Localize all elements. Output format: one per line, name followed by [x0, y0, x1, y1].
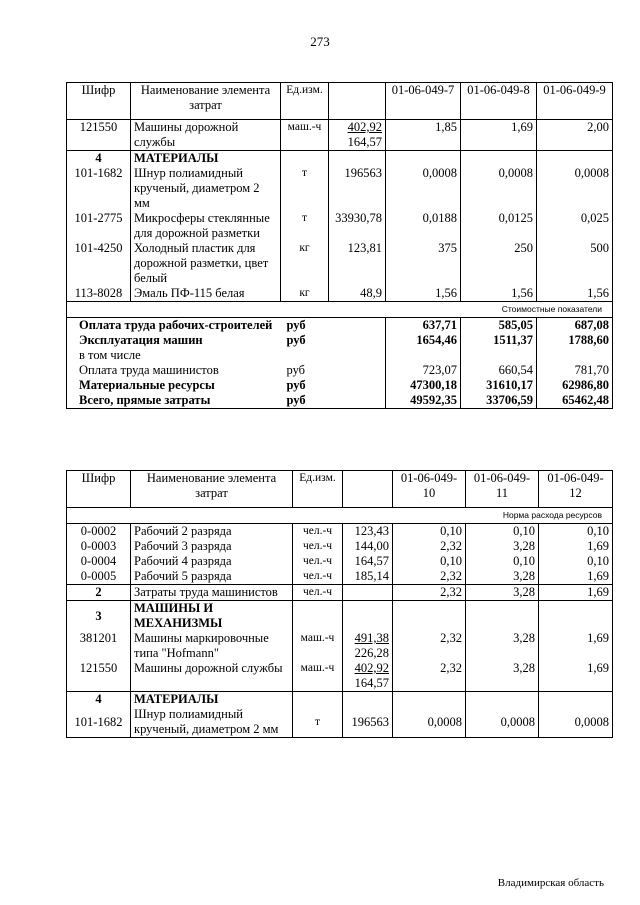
table-row	[67, 569, 613, 585]
row-value: 0,10	[539, 524, 613, 540]
row-value: 1,56	[386, 286, 461, 302]
row-code: 0-0004	[67, 554, 131, 569]
row-price	[329, 120, 386, 151]
row-value: 0,0008	[539, 707, 613, 738]
row-code: 101-1682	[67, 707, 131, 738]
row-price-main: 402,92	[347, 120, 382, 134]
row-unit: чел.-ч	[293, 569, 343, 585]
row-name: Машины маркировочные типа "Hofmann"	[131, 631, 293, 661]
row-name: Рабочий 3 разряда	[131, 539, 293, 554]
row-code: 101-4250	[67, 241, 131, 286]
row-price-sub: 164,57	[347, 135, 382, 149]
total-value: 660,54	[461, 363, 537, 378]
row-unit: кг	[281, 241, 329, 286]
row-value: 3,28	[466, 539, 539, 554]
row-unit: чел.-ч	[293, 585, 343, 601]
section-number: 4	[67, 692, 131, 708]
total-subnote: в том числе	[79, 348, 141, 362]
row-value: 1,56	[461, 286, 537, 302]
total-value: 1511,37	[461, 333, 537, 363]
total-unit: руб	[286, 363, 306, 377]
total-value: 637,71	[386, 318, 461, 334]
total-value: 47300,18	[386, 378, 461, 393]
cost-table-2	[66, 470, 613, 738]
table-row	[67, 539, 613, 554]
header-col: 01-06-049-8	[461, 83, 537, 120]
header-name: Наименование элемента затрат	[131, 471, 293, 508]
table-row	[67, 585, 613, 601]
row-value: 250	[461, 241, 537, 286]
row-value: 2,32	[393, 585, 466, 601]
note-row	[67, 302, 613, 318]
section-title: МАШИНЫ И МЕХАНИЗМЫ	[131, 601, 293, 632]
total-row	[67, 378, 613, 393]
row-value: 0,10	[466, 554, 539, 569]
section-title: МАТЕРИАЛЫ	[131, 151, 281, 167]
header-price	[329, 83, 386, 120]
page-number: 273	[310, 34, 330, 49]
header-unit: Ед.изм.	[281, 83, 329, 120]
header-col: 01-06-049-7	[386, 83, 461, 120]
total-name-block	[67, 333, 281, 363]
total-unit: руб	[286, 318, 306, 332]
row-value: 0,10	[393, 554, 466, 569]
row-code: 101-1682	[67, 166, 131, 211]
row-unit: чел.-ч	[293, 539, 343, 554]
row-value: 1,69	[539, 539, 613, 554]
row-value: 1,69	[539, 585, 613, 601]
table-header	[67, 83, 613, 120]
row-price: 185,14	[343, 569, 393, 585]
row-value: 0,0125	[461, 211, 537, 241]
row-name: Машины дорожной службы	[131, 120, 281, 151]
header-name: Наименование элемента затрат	[131, 83, 281, 120]
total-value: 781,70	[537, 363, 613, 378]
total-name: Оплата труда рабочих-строителей	[67, 318, 281, 334]
total-value: 49592,35	[386, 393, 461, 409]
row-unit: кг	[281, 286, 329, 302]
total-name: Эксплуатация машин	[79, 333, 203, 347]
row-price: 196563	[343, 707, 393, 738]
section-row	[67, 151, 613, 167]
total-value: 1788,60	[537, 333, 613, 363]
row-price-main: 491,38	[354, 631, 389, 645]
row-value: 0,10	[466, 524, 539, 540]
total-value: 65462,48	[537, 393, 613, 409]
row-value: 3,28	[466, 585, 539, 601]
total-row	[67, 333, 613, 363]
table-row	[67, 661, 613, 692]
row-value: 2,00	[537, 120, 613, 151]
row-code: 0-0003	[67, 539, 131, 554]
row-code: 381201	[67, 631, 131, 661]
table-row	[67, 707, 613, 738]
row-unit: т	[293, 707, 343, 738]
row-unit: чел.-ч	[293, 554, 343, 569]
total-row	[67, 393, 613, 409]
table-row	[67, 166, 613, 211]
row-code: 121550	[67, 120, 131, 151]
row-code: 0-0002	[67, 524, 131, 540]
row-name: Холодный пластик для дорожной разметки, цвет белый	[131, 241, 281, 286]
total-unit: руб	[286, 378, 306, 392]
row-value: 3,28	[466, 569, 539, 585]
row-name: Рабочий 2 разряда	[131, 524, 293, 540]
row-value: 2,32	[393, 569, 466, 585]
header-col: 01-06-049-10	[393, 471, 466, 508]
row-name: Рабочий 4 разряда	[131, 554, 293, 569]
row-unit: маш.-ч	[293, 631, 343, 661]
note-text: Норма расхода ресурсов	[67, 508, 613, 524]
row-value: 1,69	[539, 661, 613, 692]
row-price-sub: 164,57	[354, 676, 389, 690]
row-price: 123,43	[343, 524, 393, 540]
total-unit: руб	[286, 333, 306, 347]
row-unit: т	[281, 211, 329, 241]
row-name: Машины дорожной службы	[131, 661, 293, 692]
table-row	[67, 241, 613, 286]
row-name: Эмаль ПФ-115 белая	[131, 286, 281, 302]
row-price	[343, 631, 393, 661]
total-value: 585,05	[461, 318, 537, 334]
row-value: 0,0008	[393, 707, 466, 738]
total-value: 31610,17	[461, 378, 537, 393]
total-value: 62986,80	[537, 378, 613, 393]
row-name: Шнур полиамидный крученый, диаметром 2 мм	[131, 166, 281, 211]
row-price: 48,9	[329, 286, 386, 302]
table-row	[67, 524, 613, 540]
row-code: 0-0005	[67, 569, 131, 585]
row-price: 33930,78	[329, 211, 386, 241]
row-value: 0,0008	[461, 166, 537, 211]
section-number: 3	[67, 601, 131, 632]
table-row	[67, 286, 613, 302]
row-value: 1,85	[386, 120, 461, 151]
note-text: Стоимостные показатели	[67, 302, 613, 318]
row-value: 1,69	[461, 120, 537, 151]
row-value: 0,0188	[386, 211, 461, 241]
row-value: 2,32	[393, 539, 466, 554]
header-col: 01-06-049-9	[537, 83, 613, 120]
section-row	[67, 601, 613, 632]
region-footer: Владимирская область	[497, 877, 604, 889]
header-code: Шифр	[67, 83, 131, 120]
table-header	[67, 471, 613, 508]
row-price-main: 402,92	[354, 661, 389, 675]
row-code: 2	[67, 585, 131, 601]
row-unit: маш.-ч	[281, 120, 329, 151]
row-price: 196563	[329, 166, 386, 211]
row-code: 113-8028	[67, 286, 131, 302]
row-name: Затраты труда машинистов	[131, 585, 293, 601]
total-name: Материальные ресурсы	[67, 378, 281, 393]
table-row	[67, 120, 613, 151]
row-name: Шнур полиамидный крученый, диаметром 2 мм	[131, 707, 293, 738]
row-price: 164,57	[343, 554, 393, 569]
row-value: 1,69	[539, 631, 613, 661]
row-price	[343, 585, 393, 601]
row-value: 0,0008	[537, 166, 613, 211]
total-row	[67, 318, 613, 334]
row-price: 123,81	[329, 241, 386, 286]
total-value: 687,08	[537, 318, 613, 334]
row-code: 101-2775	[67, 211, 131, 241]
row-value: 2,32	[393, 661, 466, 692]
row-value: 3,28	[466, 661, 539, 692]
row-value: 0,10	[393, 524, 466, 540]
row-code: 121550	[67, 661, 131, 692]
cost-table-1	[66, 82, 613, 409]
total-row	[67, 363, 613, 378]
note-row	[67, 508, 613, 524]
table-row	[67, 631, 613, 661]
row-value: 2,32	[393, 631, 466, 661]
header-col: 01-06-049-12	[539, 471, 613, 508]
section-row	[67, 692, 613, 708]
table-row	[67, 211, 613, 241]
row-value: 0,025	[537, 211, 613, 241]
header-price	[343, 471, 393, 508]
row-value: 1,56	[537, 286, 613, 302]
row-unit: т	[281, 166, 329, 211]
header-code: Шифр	[67, 471, 131, 508]
total-name: Оплата труда машинистов	[67, 363, 281, 378]
header-col: 01-06-049-11	[466, 471, 539, 508]
total-name: Всего, прямые затраты	[67, 393, 281, 409]
row-unit: чел.-ч	[293, 524, 343, 540]
row-value: 0,0008	[466, 707, 539, 738]
table-row	[67, 554, 613, 569]
row-name: Рабочий 5 разряда	[131, 569, 293, 585]
row-value: 500	[537, 241, 613, 286]
row-value: 375	[386, 241, 461, 286]
row-value: 3,28	[466, 631, 539, 661]
row-unit: маш.-ч	[293, 661, 343, 692]
total-value: 1654,46	[386, 333, 461, 363]
total-value: 33706,59	[461, 393, 537, 409]
section-number: 4	[67, 151, 131, 167]
header-unit: Ед.изм.	[293, 471, 343, 508]
row-value: 0,0008	[386, 166, 461, 211]
total-unit: руб	[281, 393, 329, 409]
row-value: 1,69	[539, 569, 613, 585]
row-price: 144,00	[343, 539, 393, 554]
total-value: 723,07	[386, 363, 461, 378]
section-title: МАТЕРИАЛЫ	[131, 692, 293, 708]
row-price-sub: 226,28	[354, 646, 389, 660]
row-price	[343, 661, 393, 692]
row-value: 0,10	[539, 554, 613, 569]
row-name: Микросферы стеклянные для дорожной разметки	[131, 211, 281, 241]
